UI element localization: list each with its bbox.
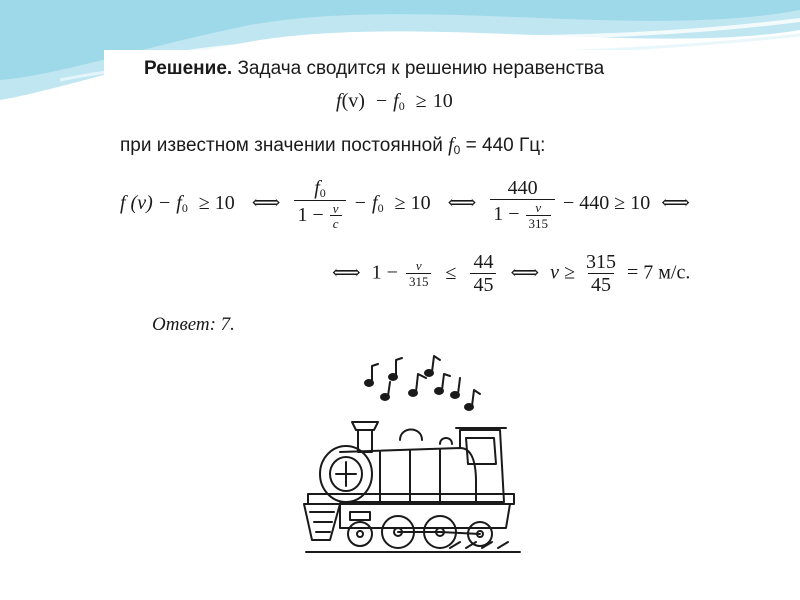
row2-iff2: ⟺ <box>510 261 540 284</box>
frac1-den-left: 1 − <box>297 203 324 226</box>
frac1-den-num: v <box>332 200 339 216</box>
row1-ge10b: ≥ 10 <box>394 192 431 215</box>
row1-lhs-sub: 0 <box>181 201 188 216</box>
row2-fr-den: 315 <box>406 273 432 289</box>
frac1-num-sub: 0 <box>319 186 326 200</box>
row2-le: ≤ <box>445 261 457 284</box>
row1-minus-f0-sub: 0 <box>377 201 384 216</box>
row1-iff2: ⟺ <box>447 192 477 215</box>
known-f: f <box>448 134 454 156</box>
ineq-f: f <box>336 90 342 112</box>
derivation-row-2 <box>326 252 690 296</box>
ineq-f0: f <box>393 90 399 112</box>
row2-v-ge: v ≥ <box>550 261 575 284</box>
frac1-den-den: c <box>330 215 342 231</box>
ineq-10: 10 <box>432 90 453 112</box>
known-text: при известном значении постоянной <box>120 135 443 156</box>
row2-iff: ⟺ <box>332 261 361 284</box>
frac1-num: f <box>314 177 320 199</box>
known-eq: = 440 Гц: <box>465 135 546 156</box>
derivation-row-1 <box>120 178 696 231</box>
ineq-ge: ≥ <box>415 90 427 112</box>
ineq-minus: − <box>375 90 388 112</box>
solution-heading: Решение. <box>144 58 233 79</box>
row2-fraction-1 <box>406 259 432 288</box>
row1-tail: − 440 ≥ 10 <box>563 192 651 215</box>
row2-result: = 7 м/с. <box>626 261 691 284</box>
main-inequality <box>336 90 453 114</box>
frac2-den-den: 315 <box>526 215 552 231</box>
music-notes-icon <box>365 356 480 410</box>
row2-left: 1 − <box>371 261 398 284</box>
ineq-v: (v) <box>341 90 365 112</box>
frac2-num: 440 <box>507 177 538 200</box>
row1-lhs: f (v) − f <box>120 192 182 215</box>
row2-fr2-den: 45 <box>470 273 496 296</box>
solution-intro-line <box>144 58 604 80</box>
frac2-den-num: v <box>535 200 542 216</box>
row2-fr3-den: 45 <box>588 273 614 296</box>
row1-iff: ⟺ <box>251 192 281 215</box>
ineq-sub0: 0 <box>398 99 405 113</box>
row2-fraction-3 <box>583 252 619 296</box>
row1-iff3: ⟺ <box>661 192 690 215</box>
solution-document <box>104 50 690 342</box>
known-sub: 0 <box>453 143 461 157</box>
row2-fr2-num: 44 <box>473 251 494 273</box>
row1-fraction-1 <box>294 178 345 231</box>
row2-fr-num: v <box>415 258 422 274</box>
row2-fraction-2 <box>470 252 496 296</box>
row1-fraction-2 <box>490 178 555 230</box>
steam-train-music-illustration <box>300 352 530 562</box>
solution-intro-text: Задача сводится к решению неравенства <box>237 58 605 79</box>
known-value-line <box>120 134 545 157</box>
frac2-den-left: 1 − <box>493 203 520 226</box>
row2-fr3-num: 315 <box>585 251 616 273</box>
row1-minus-f0: − f <box>353 192 378 215</box>
answer-line: Ответ: 7. <box>152 314 235 335</box>
row1-ge10: ≥ 10 <box>198 192 235 215</box>
